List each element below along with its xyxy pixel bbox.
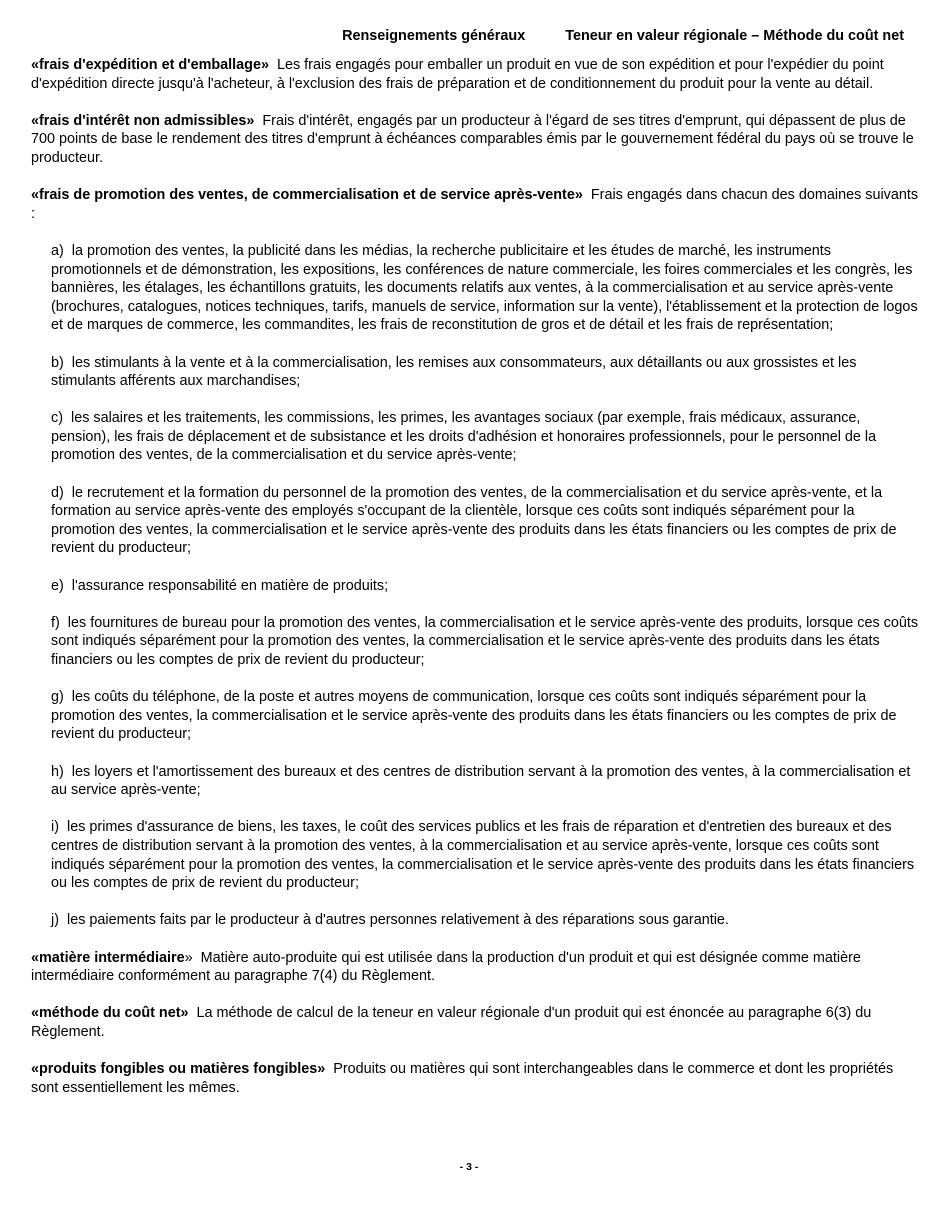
definition-produits-fongibles <box>31 1060 921 1097</box>
item-label: c) <box>51 410 63 427</box>
list-item <box>51 818 921 892</box>
promotion-items-list <box>31 242 921 930</box>
definition-term: «frais d'expédition et d'emballage» <box>31 57 269 73</box>
definition-term: «frais d'intérêt non admissibles» <box>31 112 255 129</box>
running-header <box>342 28 904 44</box>
definition-frais-interet <box>31 112 921 168</box>
definition-term: «produits fongibles ou matières fongibles» <box>31 1061 326 1078</box>
list-item <box>51 688 921 744</box>
item-text: les paiements faits par le producteur à d'autres personnes relativement à des réparations sous garantie. <box>67 912 729 929</box>
list-item <box>51 577 921 596</box>
list-item <box>51 409 921 465</box>
item-label: h) <box>51 763 64 780</box>
item-text: les primes d'assurance de biens, les taxes, le coût des services publics et les frais de réparation et d'entretien des bureaux et des centres de distribution servant à la promotion des ventes, à la commercialisation et au service après-vente, lorsque ces coûts sont indiqués séparément pour la promotion des ventes, la commercialisation et le service après-vente des produits dans les états financiers ou les comptes de prix de revient du producteur; <box>51 819 915 892</box>
definition-frais-expedition <box>31 56 921 93</box>
item-text: les coûts du téléphone, de la poste et autres moyens de communication, lorsque ces coûts sont indiqués séparément pour la promotion des ventes, la commercialisation et le service après-vente des produits dans les états financiers ou les comptes de prix de revient du producteur; <box>51 689 897 743</box>
definition-text: Matière auto-produite qui est utilisée dans la production d'un produit et qui est désignée comme matière intermédiaire conformément au paragraphe 7(4) du Règlement. <box>31 949 861 985</box>
item-text: les loyers et l'amortissement des bureaux et des centres de distribution servant à la promotion des ventes, à la commercialisation et au service après-vente; <box>51 763 911 799</box>
page-body <box>31 56 921 1116</box>
item-label: j) <box>51 912 59 929</box>
header-section-title: Renseignements généraux <box>342 28 526 44</box>
definition-methode-cout-net <box>31 1004 921 1041</box>
definition-text: La méthode de calcul de la teneur en valeur régionale d'un produit qui est énoncée au paragraphe 6(3) du Règlement. <box>31 1005 872 1040</box>
definition-frais-promotion <box>31 186 921 223</box>
page-number: - 3 - <box>459 1161 479 1173</box>
list-item <box>51 763 921 800</box>
list-item <box>51 242 921 335</box>
definition-text: Les frais engagés pour emballer un produit en vue de son expédition et pour l'expédier du point d'expédition directe jusqu'à l'acheteur, à l'exclusion des frais de préparation et de conditionnement du produit pour la vente au détail. <box>31 57 884 92</box>
item-label: b) <box>51 354 64 371</box>
item-text: la promotion des ventes, la publicité dans les médias, la recherche publicitaire et les études de marché, les instruments promotionnels et de démonstration, les expositions, les conférences de nature commerciale, les foires commerciales et les congrès, les bannières, les étalages, les échantillons gratuits, les documents relatifs aux ventes, à la commercialisation et au service après-vente (brochures, catalogues, notices techniques, tarifs, manuels de service, information sur la vente), l'établissement et la protection de logos et de marques de commerce, les commandites, les frais de reconstitution de gros et de détail et les frais de représentation; <box>51 242 918 334</box>
item-text: l'assurance responsabilité en matière de produits; <box>71 577 389 594</box>
definition-matiere-intermediaire <box>31 949 921 986</box>
item-text: le recrutement et la formation du personnel de la promotion des ventes, de la commercialisation et du service après-vente, et la formation au service après-vente des employés s'occupant de la clientèle, lorsque ces coûts sont indiqués séparément pour la promotion des ventes, la commercialisation et le service après-vente des produits dans les états financiers ou les comptes de prix de revient du producteur; <box>51 484 897 557</box>
item-text: les salaires et les traitements, les commissions, les primes, les avantages sociaux (par exemple, frais médicaux, assurance, pension), les frais de déplacement et de subsistance et les droits d'adhésion et honoraires professionnels, pour le personnel de la promotion des ventes, de la commercialisation et du service après-vente; <box>51 410 877 464</box>
item-label: f) <box>51 614 60 631</box>
item-label: a) <box>51 242 64 259</box>
item-label: d) <box>51 484 64 501</box>
item-label: e) <box>51 577 64 594</box>
item-label: i) <box>51 819 59 836</box>
definition-term: «matière intermédiaire <box>31 949 185 966</box>
item-text: les fournitures de bureau pour la promotion des ventes, la commercialisation et le service après-vente des produits, lorsque ces coûts sont indiqués séparément pour la promotion des ventes, la commercialisation et le service après-vente des produits dans les états financiers ou les comptes de prix de revient du producteur; <box>51 614 919 668</box>
item-text: les stimulants à la vente et à la commercialisation, les remises aux consommateurs, aux détaillants ou aux grossistes et les stimulants afférents aux marchandises; <box>51 354 857 390</box>
definition-term: «frais de promotion des ventes, de commercialisation et de service après-vente» <box>31 187 583 204</box>
definition-term-close: » <box>184 949 193 966</box>
list-item <box>51 484 921 558</box>
header-document-title: Teneur en valeur régionale – Méthode du coût net <box>565 28 904 44</box>
definition-text: Frais engagés dans chacun des domaines suivants : <box>31 187 919 222</box>
definition-term: «méthode du coût net» <box>31 1005 189 1022</box>
item-label: g) <box>51 689 64 706</box>
definition-text: Frais d'intérêt, engagés par un producteur à l'égard de ses titres d'emprunt, qui dépassent de plus de 700 points de base le rendement des titres d'emprunt à échéances comparables émis par le gouvernement fédéral du pays où se trouve le producteur. <box>31 112 914 166</box>
list-item <box>51 354 921 391</box>
list-item <box>51 614 921 670</box>
list-item <box>51 911 921 930</box>
definition-text: Produits ou matières qui sont interchangeables dans le commerce et dont les propriétés sont essentiellement les mêmes. <box>31 1061 894 1096</box>
